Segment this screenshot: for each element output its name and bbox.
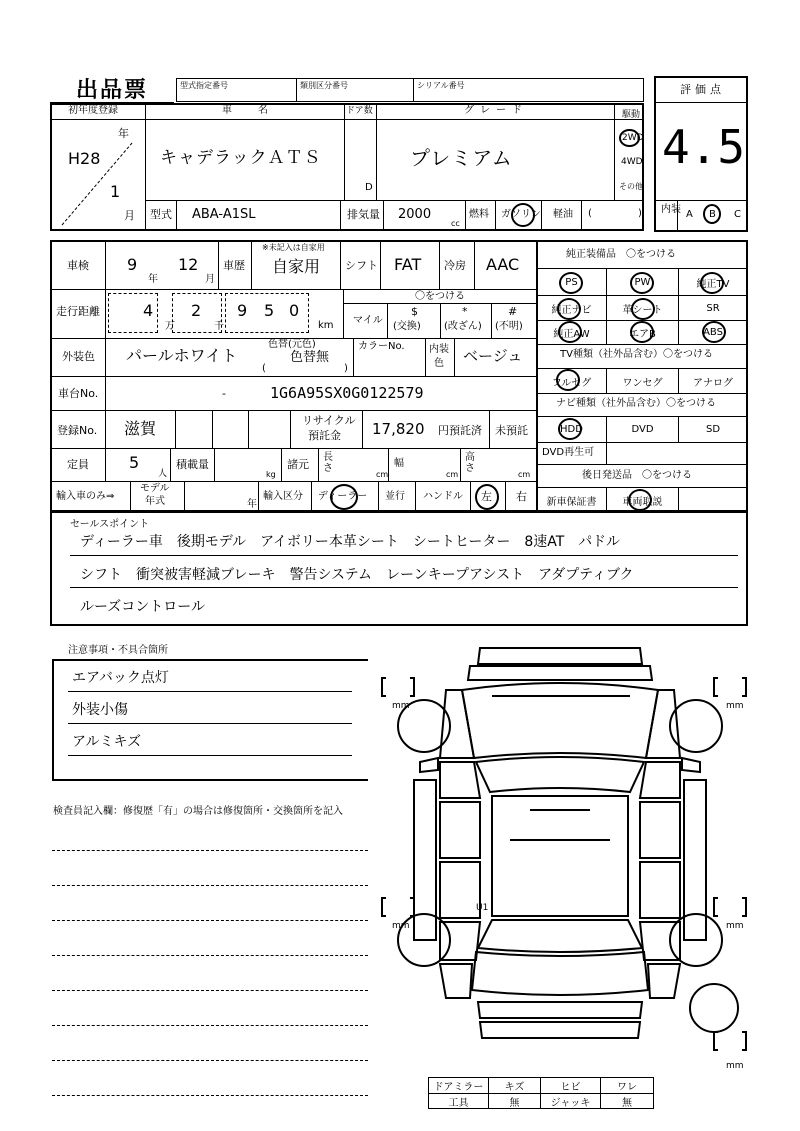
divider — [214, 448, 215, 481]
shift-label: シフト — [345, 259, 378, 272]
note-item-1: エアバック点灯 — [72, 670, 169, 686]
equip-abs[interactable]: ABS — [703, 327, 723, 338]
rating-score: 4.5 — [662, 120, 746, 174]
divider — [581, 200, 582, 231]
equip-aw-circle — [558, 321, 582, 343]
capacity-label: 定員 — [67, 458, 89, 471]
divider — [387, 303, 388, 338]
model-value: ABA-A1SL — [192, 207, 256, 222]
tamper-option[interactable]: (改ざん) — [444, 321, 482, 332]
mileage-man: 万 — [165, 321, 175, 332]
fuel-light-oil[interactable]: 軽油 — [553, 209, 573, 220]
fuel-other-open: ( — [588, 208, 592, 219]
ac-label: 冷房 — [444, 259, 466, 272]
tv-fullseg-circle — [556, 369, 580, 391]
fuel-label: 燃料 — [469, 209, 489, 220]
divider — [654, 102, 748, 103]
diagram-mark-u1: U1 — [476, 903, 489, 913]
divider — [105, 240, 106, 481]
history-note: ※未記入は自家用 — [262, 243, 325, 252]
mileage-digit-4: 5 — [264, 301, 275, 320]
divider — [376, 103, 377, 200]
later-header: 後日発送品 〇をつける — [582, 470, 692, 481]
paren-open: ( — [262, 363, 266, 374]
shift-value: FAT — [394, 255, 422, 274]
length-unit: cm — [376, 470, 389, 479]
recycle-pending: 未預託 — [495, 424, 528, 437]
chassis-value: 1G6A95SX0G0122579 — [270, 384, 424, 402]
displacement-value: 2000 — [398, 207, 432, 222]
model-code-label: 型式指定番号 — [180, 81, 228, 90]
import-dealer-circle — [330, 484, 358, 510]
inspector-line — [52, 955, 368, 956]
displacement-unit: cc — [451, 219, 460, 228]
sales-line-2: シフト 衝突被害軽減ブレーキ 警告システム レーンキープアシスト アダプティブク — [80, 567, 634, 583]
equip-tv[interactable]: 純正TV — [696, 278, 730, 290]
note-item-3: アルミキズ — [72, 734, 142, 750]
diagram-mm-3: mm — [392, 921, 410, 931]
capacity-value: 5 — [129, 453, 140, 472]
inspection-year: 9 — [127, 255, 138, 274]
divider — [541, 200, 542, 231]
divider — [212, 410, 213, 448]
chassis-label: 車台No. — [58, 387, 99, 400]
equip-sr[interactable]: SR — [706, 302, 720, 314]
divider — [606, 442, 607, 464]
equip-tv-circle — [700, 272, 724, 294]
model-year-label2: 年式 — [145, 496, 165, 507]
divider — [491, 303, 492, 338]
notes-label: 注意事項・不具合箇所 — [68, 645, 168, 656]
inspection-label: 車検 — [67, 259, 89, 272]
divider — [68, 691, 352, 692]
first-reg-month: 1 — [110, 182, 121, 201]
divider — [536, 393, 748, 394]
divider — [68, 755, 352, 756]
exchange-symbol: $ — [411, 305, 418, 318]
inspector-line — [52, 885, 368, 886]
divider — [536, 464, 748, 465]
inspector-line — [52, 920, 368, 921]
form-title: 出品票 — [76, 78, 149, 103]
legend-crack: ヒビ — [560, 1082, 581, 1093]
handle-label: ハンドル — [423, 491, 463, 502]
color-change-value: 色替無 — [290, 350, 330, 365]
tamper-symbol: * — [462, 305, 468, 318]
color-value: パールホワイト — [126, 346, 238, 365]
legend-mirror: ドアミラー — [433, 1082, 484, 1093]
handle-left-circle — [475, 484, 499, 510]
grade-b[interactable]: B — [709, 209, 716, 220]
equip-navi-circle — [557, 298, 581, 320]
interior-label: 内装 — [661, 204, 681, 215]
grade-b-circle — [703, 204, 721, 224]
capacity-unit: 人 — [158, 469, 168, 479]
divider — [654, 200, 748, 201]
divider — [318, 448, 319, 481]
divider — [70, 555, 738, 556]
unknown-symbol: # — [508, 305, 518, 318]
rating-label: 評価点 — [680, 83, 725, 96]
divider — [495, 200, 496, 231]
equip-airbag-circle — [630, 321, 654, 343]
recycle-value: 17,820 — [372, 420, 425, 438]
recycle-label2: 預託金 — [308, 429, 341, 442]
divider — [175, 410, 176, 448]
divider — [50, 119, 644, 120]
divider — [145, 200, 644, 201]
mileage-digit-3: 9 — [237, 301, 248, 320]
divider — [415, 481, 416, 512]
handle-right[interactable]: 右 — [516, 490, 527, 503]
drive-4wd[interactable]: 4WD — [621, 157, 643, 167]
divider — [343, 289, 344, 338]
inspector-label: 検査員記入欄：修復歴「有」の場合は修復箇所・交換箇所を記入 — [53, 806, 343, 817]
drive-2wd-circle — [619, 129, 640, 147]
width-unit: cm — [446, 470, 459, 479]
doors-label: ドア数 — [346, 106, 373, 116]
history-label: 車歴 — [223, 259, 245, 272]
recycle-label: リサイクル — [302, 414, 356, 427]
first-reg-month-suffix: 月 — [124, 209, 135, 222]
category-label: 類別区分番号 — [300, 81, 348, 90]
divider — [251, 240, 252, 289]
recycle-paid: 円預託済 — [438, 424, 482, 437]
model-year-label: モデル — [140, 483, 170, 494]
grade-value: プレミアム — [410, 146, 513, 170]
divider — [380, 240, 381, 289]
divider — [281, 448, 282, 481]
height-label: 高 さ — [465, 452, 475, 474]
interior-color-value: ベージュ — [463, 347, 523, 365]
divider — [311, 481, 312, 512]
inspection-month: 12 — [178, 255, 199, 274]
tv-header: TV種類（社外品含む）〇をつける — [560, 349, 713, 360]
nav-sd[interactable]: SD — [705, 424, 721, 435]
divider — [388, 448, 389, 481]
mileage-km: km — [318, 320, 334, 331]
divider — [50, 410, 536, 411]
divider — [258, 481, 259, 512]
divider — [296, 78, 297, 102]
nav-dvd[interactable]: DVD — [631, 424, 654, 435]
mileage-digit-5: 0 — [289, 301, 300, 320]
divider — [176, 200, 177, 231]
divider — [378, 481, 379, 512]
divider — [678, 487, 679, 512]
divider — [68, 723, 352, 724]
sales-label: セールスポイント — [70, 519, 150, 530]
sales-line-3: ルーズコントロール — [80, 599, 206, 615]
car-name-value: キャデラックＡＴＳ — [160, 148, 322, 168]
first-reg-year-suffix: 年 — [118, 127, 129, 140]
equip-airbag[interactable]: エアB — [629, 329, 656, 340]
legend-tools-value: 無 — [509, 1098, 520, 1109]
interior-color-label2: 色 — [434, 358, 444, 369]
car-name-label: 車名 — [222, 105, 294, 116]
fuel-gasoline-circle — [511, 203, 535, 227]
nav-hdd[interactable]: HDD — [560, 424, 583, 435]
later-manual-circle — [628, 489, 652, 511]
legend-scratch: キズ — [504, 1082, 525, 1093]
dims-label: 諸元 — [287, 458, 309, 471]
mile-option[interactable]: マイル — [353, 315, 383, 326]
reg-label: 登録No. — [57, 424, 98, 437]
divider — [454, 338, 455, 376]
import-class-label: 輸入区分 — [263, 491, 303, 502]
equip-aw[interactable]: 純正AW — [553, 329, 590, 340]
chassis-dash: - — [222, 387, 226, 400]
equip-leather-circle — [631, 298, 655, 320]
divider — [465, 200, 466, 231]
equipment-header: 純正装備品 〇をつける — [566, 249, 676, 260]
length-label: 長 さ — [323, 452, 333, 474]
later-warranty[interactable]: 新車保証書 — [546, 496, 597, 508]
doors-value: D — [365, 182, 373, 193]
nav-hdd-circle — [558, 418, 582, 440]
inspection-month-unit: 月 — [205, 274, 215, 285]
mileage-label: 走行距離 — [56, 305, 100, 318]
import-dealer[interactable]: ディーラー — [318, 491, 368, 502]
equip-navi[interactable]: 純正ナビ — [551, 304, 592, 316]
serial-label: シリアル番号 — [417, 81, 465, 90]
dvd-playable[interactable]: DVD再生可 — [542, 447, 595, 458]
reg-value: 滋賀 — [124, 419, 157, 438]
divider — [340, 240, 341, 289]
equip-abs-circle — [702, 321, 726, 343]
first-reg-label: 初年度登録 — [68, 105, 118, 116]
divider — [536, 442, 748, 443]
divider — [344, 103, 345, 200]
divider — [425, 338, 426, 376]
divider — [184, 481, 185, 512]
mileage-sen: 千 — [214, 321, 224, 332]
first-reg-year: H28 — [68, 149, 101, 168]
load-label: 積載量 — [176, 458, 209, 471]
paren-close: ) — [344, 363, 348, 374]
nav-header: ナビ種類（社外品含む）〇をつける — [556, 398, 716, 409]
equip-ps[interactable]: PS — [565, 276, 578, 288]
drive-label: 駆動 — [622, 110, 641, 120]
divider — [170, 448, 171, 481]
diagram-mm-5: mm — [726, 1061, 744, 1071]
divider — [470, 481, 471, 512]
divider — [145, 103, 146, 231]
legend-tools: 工具 — [448, 1098, 469, 1109]
divider — [50, 481, 536, 482]
interior-color-label: 内装 — [429, 344, 449, 355]
divider — [614, 103, 615, 200]
history-value: 自家用 — [272, 257, 321, 276]
inspector-line — [52, 990, 368, 991]
inspector-line — [52, 850, 368, 851]
diagram-mm-2: mm — [726, 701, 744, 711]
divider — [505, 481, 506, 512]
drive-other[interactable]: その他 — [619, 182, 643, 191]
mileage-header: 〇をつける — [415, 291, 465, 302]
mileage-digit-1: 4 — [143, 301, 154, 320]
divider — [353, 338, 354, 376]
grade-a[interactable]: A — [686, 209, 693, 220]
color-label: 外装色 — [62, 350, 95, 363]
divider — [362, 410, 363, 448]
divider — [474, 240, 475, 289]
tv-oneseg[interactable]: ワンセグ — [622, 377, 663, 389]
drive-2wd[interactable]: 2WD — [622, 133, 644, 143]
tv-fullseg[interactable]: フルセグ — [551, 377, 592, 389]
color-change-label: 色替(元色) — [268, 339, 316, 350]
divider — [340, 200, 341, 231]
equip-pw-circle — [630, 272, 654, 294]
handle-left[interactable]: 左 — [481, 490, 492, 503]
later-manual[interactable]: 車両取説 — [622, 496, 663, 508]
divider — [439, 240, 440, 289]
displacement-label: 排気量 — [347, 208, 380, 221]
inspector-line — [52, 1095, 368, 1096]
equip-pw[interactable]: PW — [634, 276, 651, 288]
equip-leather[interactable]: 革シート — [622, 304, 663, 316]
divider — [460, 448, 461, 481]
unknown-option[interactable]: (不明) — [495, 321, 523, 332]
model-label: 型式 — [150, 208, 172, 221]
divider — [536, 344, 748, 345]
import-parallel[interactable]: 並行 — [385, 491, 405, 502]
inspector-line — [52, 1025, 368, 1026]
divider — [218, 240, 219, 289]
divider — [130, 481, 131, 512]
height-unit: cm — [518, 470, 531, 479]
car-damage-diagram — [380, 640, 760, 1080]
import-label: 輸入車のみ⇒ — [56, 491, 115, 502]
exchange-option[interactable]: (交換) — [393, 321, 421, 332]
divider — [383, 200, 384, 231]
divider — [50, 376, 536, 377]
legend-jack-value: 無 — [622, 1098, 632, 1109]
grade-c[interactable]: C — [734, 209, 741, 220]
width-label: 幅 — [394, 458, 404, 469]
header-codes-box — [176, 78, 644, 102]
divider — [248, 410, 249, 448]
divider — [50, 289, 536, 290]
divider — [413, 78, 414, 102]
divider — [50, 448, 536, 449]
inspection-year-unit: 年 — [148, 274, 158, 285]
legend-jack: ジャッキ — [550, 1098, 591, 1109]
fuel-other-close: ) — [638, 208, 642, 219]
grade-label: グレード — [464, 105, 528, 116]
mileage-digit-2: 2 — [191, 301, 202, 320]
diagram-mm-1: mm — [392, 701, 410, 711]
legend-break: ワレ — [617, 1082, 637, 1093]
divider — [489, 410, 490, 448]
divider — [440, 303, 441, 338]
fuel-gasoline[interactable]: ガソリン — [501, 209, 541, 220]
equip-ps-circle — [559, 272, 583, 294]
divider — [70, 587, 738, 588]
note-item-2: 外装小傷 — [72, 702, 128, 718]
divider — [290, 410, 291, 448]
model-year-unit: 年 — [247, 499, 257, 510]
diagram-mm-4: mm — [726, 921, 744, 931]
inspector-line — [52, 1060, 368, 1061]
load-unit: kg — [266, 470, 276, 479]
ac-value: AAC — [486, 255, 520, 274]
sales-line-1: ディーラー車 後期モデル アイボリー本革シート シートヒーター 8速AT パドル — [80, 534, 621, 550]
tv-analog[interactable]: アナログ — [693, 377, 733, 389]
color-no-label: カラーNo. — [358, 341, 405, 352]
